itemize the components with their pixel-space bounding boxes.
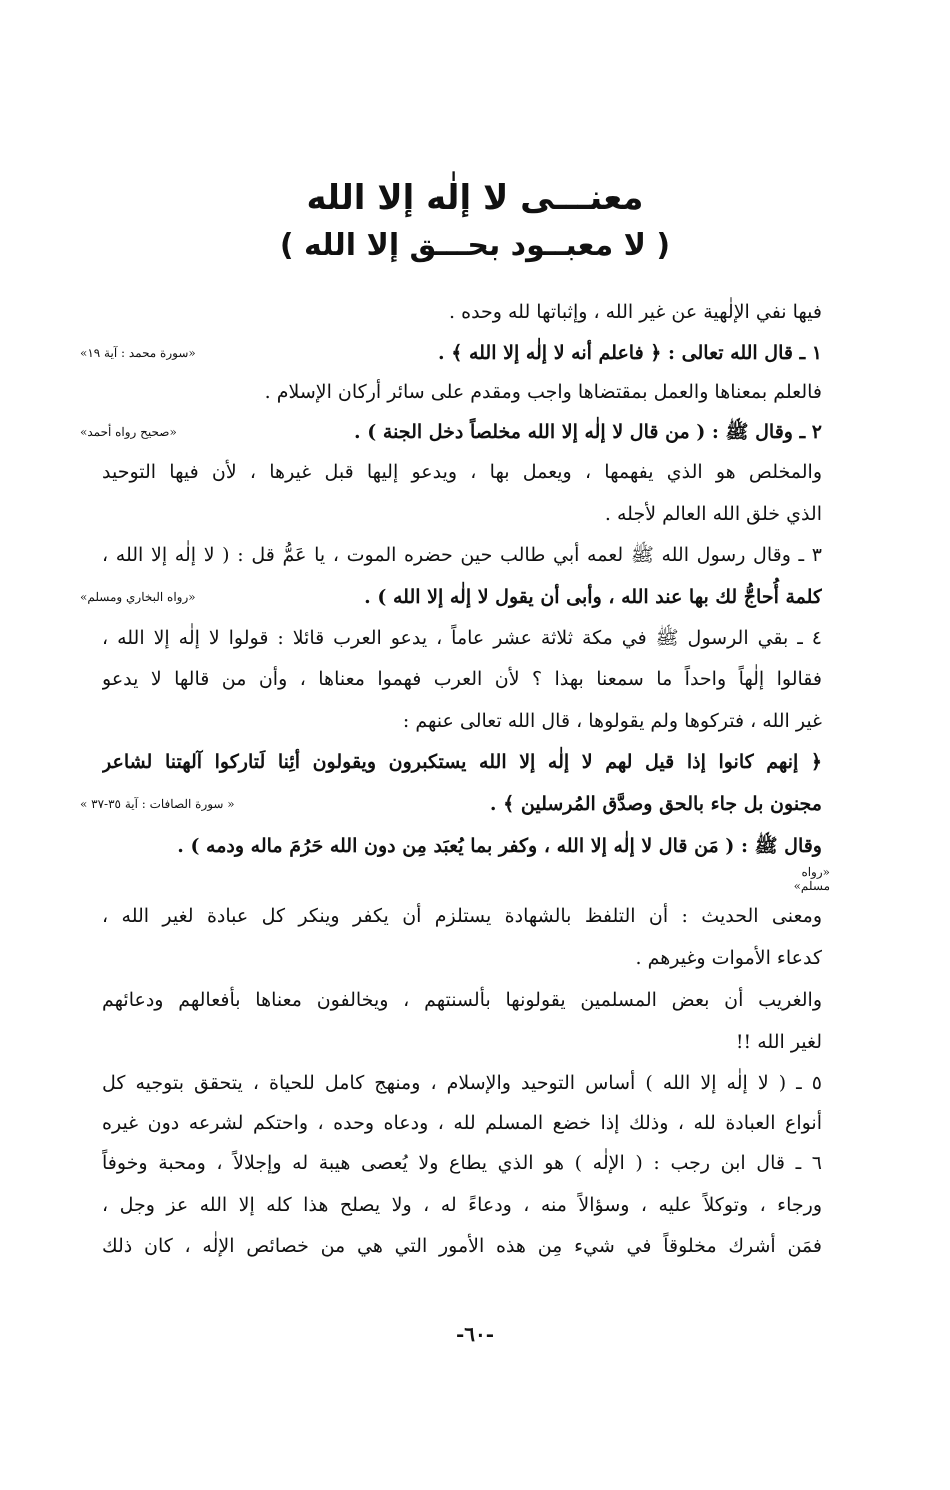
text-line: ﴿ إنهم كانوا إذا قيل لهم لا إلٰه إلا الله يستكبرون ويقولون أئِنا لَتاركوا آلهتنا لشاعر [102,751,822,773]
page-subtitle: ( لا معبــود بحـــق إلا الله ) [279,228,671,263]
text-line: ورجاء ، وتوكلاً عليه ، وسؤالاً منه ، ودعاءً له ، ولا يصلح هذا كله إلا الله عز وجل ، [102,1194,822,1216]
text-line: والمخلص هو الذي يفهمها ، ويعمل بها ، ويدعو إليها قبل غيرها ، لأن فيها التوحيد [102,461,822,483]
citation-note: «سورة محمد : آية ١٩» [80,346,196,360]
text-line: كدعاء الأموات وغيرهم . [635,947,822,969]
citation-note: «صحيح رواه أحمد» [80,425,177,439]
text-line: لغير الله !! [735,1031,822,1053]
text-line: ٥ ـ ( لا إلٰه إلا الله ) أساس التوحيد والإسلام ، ومنهج كامل للحياة ، يتحقق بتوجيه كل [102,1072,822,1094]
citation-note: « سورة الصافات : آية ٣٥-٣٧ » [80,797,235,811]
text-line: والغريب أن بعض المسلمين يقولونها بألسنتهم ، ويخالفون معناها بأفعالهم ودعائهم [102,989,822,1011]
text-line: ٢ ـ وقال ﷺ : ( من قال لا إلٰه إلا الله مخلصاً دخل الجنة ) . [354,421,822,443]
text-line: فمَن أشرك مخلوقاً في شيء مِن هذه الأمور التي هي من خصائص الإلٰه ، كان ذلك [102,1235,822,1257]
text-line: فالعلم بمعناها والعمل بمقتضاها واجب ومقدم على سائر أركان الإسلام . [264,381,822,403]
text-line: مجنون بل جاء بالحق وصدَّق المُرسلين ﴾ . [489,793,822,815]
text-line: ٤ ـ بقي الرسول ﷺ في مكة ثلاثة عشر عاماً ، يدعو العرب قائلا : قولوا لا إلٰه إلا الله ، [102,627,822,649]
text-line: فيها نفي الإلٰهية عن غير الله ، وإثباتها لله وحده . [449,301,822,323]
text-line: كلمة أُحاجُّ لك بها عند الله ، وأبى أن يقول لا إلٰه إلا الله ) . [364,586,822,608]
text-line: فقالوا إلٰهاً واحداً ما سمعنا بهذا ؟ لأن العرب فهموا معناها ، وأن من قالها لا يدعو [102,668,822,690]
text-line: وقال ﷺ : ( مَن قال لا إلٰه إلا الله ، وكفر بما يُعبَد مِن دون الله حَرُمَ ماله ودمه ) . [177,835,822,857]
text-line: ١ ـ قال الله تعالى : ﴿ فاعلم أنه لا إلٰه إلا الله ﴾ . [437,342,822,364]
text-line: ومعنى الحديث : أن التلفظ بالشهادة يستلزم أن يكفر وينكر كل عبادة لغير الله ، [102,905,822,927]
text-line: ٦ ـ قال ابن رجب : ( الإلٰه ) هو الذي يطاع ولا يُعصى هيبة له وإجلالاً ، ومحبة وخوفاً [102,1152,822,1174]
text-line: ٣ ـ وقال رسول الله ﷺ لعمه أبي طالب حين حضره الموت ، يا عَمُّ قل : ( لا إلٰه إلا الله ، [102,544,822,566]
text-line: غير الله ، فتركوها ولم يقولوها ، قال الله تعالى عنهم : [402,710,822,732]
text-line: الذي خلق الله العالم لأجله . [604,503,822,525]
page-number: -٦٠- [455,1322,495,1346]
page-title: معنـــى لا إلٰه إلا الله [306,178,644,218]
citation-note: «رواه مسلم» [793,865,830,893]
text-line: أنواع العبادة لله ، وذلك إذا خضع المسلم لله ، ودعاه وحده ، واحتكم لشرعه دون غيره [102,1112,822,1134]
citation-note: «رواه البخاري ومسلم» [80,590,196,604]
